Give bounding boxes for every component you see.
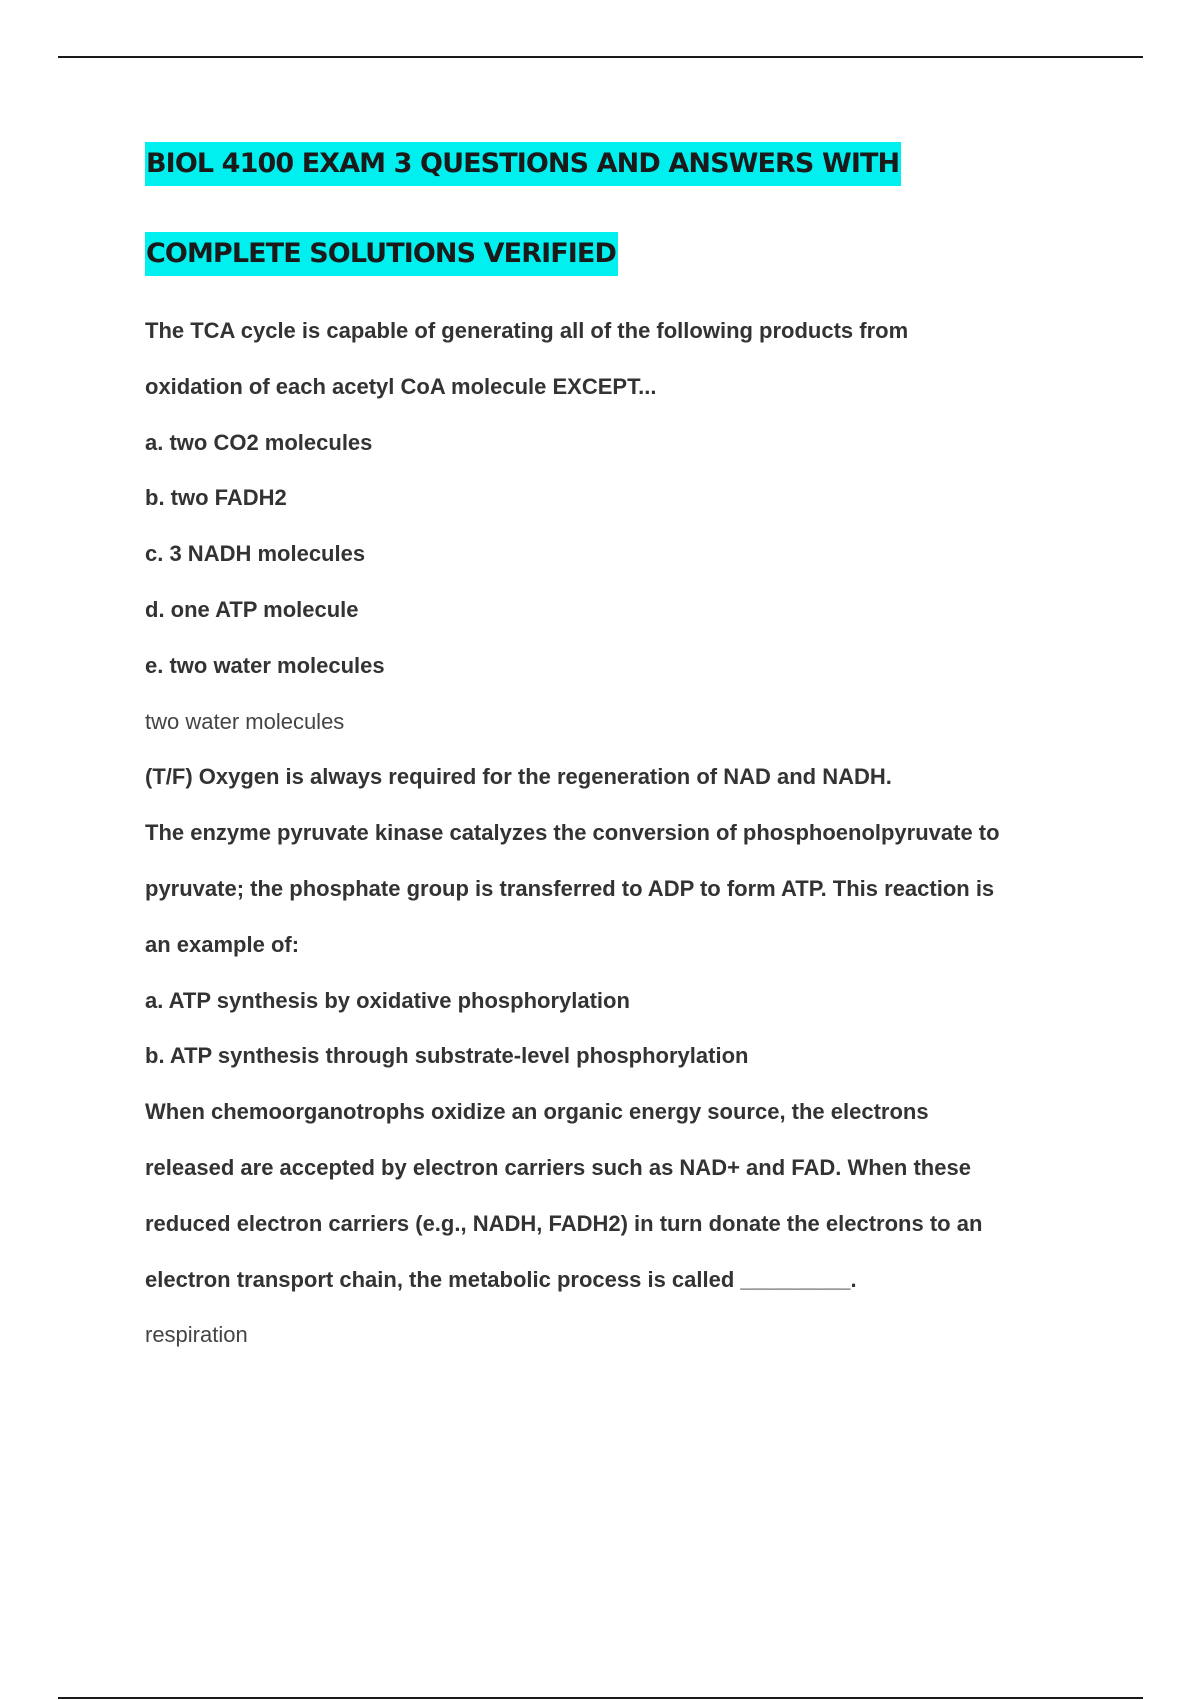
footer-rule (58, 1697, 1143, 1699)
question-text: c. 3 NADH molecules (145, 541, 366, 567)
question-text: b. two FADH2 (145, 485, 287, 511)
question-text: pyruvate; the phosphate group is transferred to ADP to form ATP. This reaction is (145, 876, 995, 901)
title-line-2 (145, 232, 1105, 322)
question-text: reduced electron carriers (e.g., NADH, FADH2) in turn donate the electrons to an (145, 1210, 983, 1236)
document-body (145, 142, 1105, 1348)
question-text: d. one ATP molecule (145, 597, 359, 622)
question-text: electron transport chain, the metabolic process is called _________. (145, 1266, 857, 1292)
question-text: The TCA cycle is capable of generating all of the following products from (145, 318, 909, 343)
question-text: oxidation of each acetyl CoA molecule EXCEPT... (145, 373, 657, 399)
question-text: a. ATP synthesis by oxidative phosphorylation (145, 987, 630, 1013)
header-rule (58, 56, 1143, 58)
document-title: BIOL 4100 EXAM 3 QUESTIONS AND ANSWERS WITH (145, 142, 901, 186)
question-text: When chemoorganotrophs oxidize an organic energy source, the electrons (145, 1099, 929, 1125)
question-text: b. ATP synthesis through substrate-level phosphorylation (145, 1043, 749, 1069)
answer-text: two water molecules (145, 708, 345, 734)
question-text: (T/F) Oxygen is always required for the regeneration of NAD and NADH. (145, 764, 892, 790)
question-text: an example of: (145, 931, 300, 957)
document-title-continued: COMPLETE SOLUTIONS VERIFIED (145, 232, 618, 276)
question-text: released are accepted by electron carriers such as NAD+ and FAD. When these (145, 1155, 971, 1180)
answer-text: respiration (145, 1322, 248, 1348)
title-line-1 (145, 142, 1105, 232)
question-text: e. two water molecules (145, 652, 385, 678)
question-text: The enzyme pyruvate kinase catalyzes the conversion of phosphoenolpyruvate to (145, 820, 1000, 846)
question-text: a. two CO2 molecules (145, 429, 373, 455)
